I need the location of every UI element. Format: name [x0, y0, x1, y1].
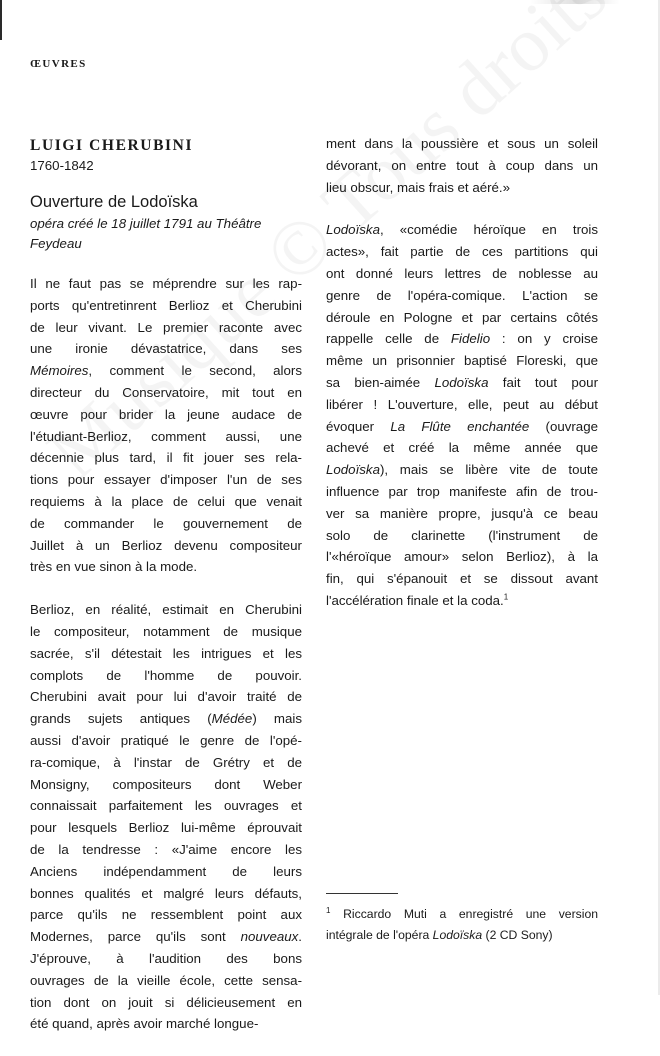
- text-line: Modernes, parce qu'ils sont nouveaux.: [30, 929, 302, 945]
- paragraph: [326, 219, 598, 611]
- paragraph: [326, 133, 598, 198]
- text-line: été quand, après avoir marché longue-: [30, 1016, 259, 1032]
- text-line: évoquer La Flûte enchantée (ouvrage: [326, 418, 598, 434]
- composer-dates: 1760-1842: [30, 158, 94, 173]
- text-line: ra-comique, à l'instar de Grétry et de: [30, 754, 302, 770]
- left-body-text: [30, 273, 302, 1035]
- text-line: J'éprouve, à l'audition des bons: [30, 950, 302, 966]
- subtitle-line: Feydeau: [30, 236, 82, 251]
- paragraph: [30, 599, 302, 1035]
- footnote-reference: 1: [503, 592, 509, 602]
- text-line: Anciens indépendamment de leurs: [30, 863, 302, 879]
- text-line: rappelle celle de Fidelio : on y croise: [326, 331, 598, 347]
- text-line: sacrée, s'il détestait les intrigues et les: [30, 645, 302, 661]
- text-line: parce qu'ils ne ressemblent point aux: [30, 907, 302, 923]
- text-line: très en vue sinon à la mode.: [30, 559, 198, 575]
- paragraph: [30, 273, 302, 578]
- composer-name: LUIGI CHERUBINI: [30, 137, 194, 154]
- text-line: ment dans la poussière et sous un soleil: [326, 136, 598, 151]
- text-line: ouvrages de la vieille école, cette sensa-: [30, 972, 302, 988]
- text-line: ver sa manière propre, jusqu'à ce beau: [326, 505, 598, 521]
- text-line: connaissait parfaitement les ouvrages et: [30, 798, 302, 814]
- text-line: requiems à la place de celui que venait: [30, 493, 302, 509]
- text-line: tions pour essayer d'imposer l'un de ses: [30, 472, 302, 488]
- text-line: Lodoïska, «comédie héroïque en trois: [326, 222, 598, 238]
- text-line: actes», fait partie de ces partitions qui: [326, 244, 598, 260]
- footnote: [326, 904, 598, 946]
- text-line: œuvre pour brider la jeune audace de: [30, 406, 302, 422]
- scan-edge-mark: [530, 0, 620, 4]
- text-line: pour lesquels Berlioz lui-même éprouvait: [30, 820, 302, 836]
- text-line: Berlioz, en réalité, estimait en Cherubini: [30, 602, 302, 618]
- text-line: ont donné leurs lettres de noblesse au: [326, 265, 598, 281]
- text-line: genre de l'opéra-comique. L'action se: [326, 287, 598, 303]
- text-line: fin, qui s'épanouit et se dissout avant: [326, 571, 598, 587]
- text-line: grands sujets antiques (Médée) mais: [30, 711, 302, 727]
- footnote-line: intégrale de l'opéra Lodoïska (2 CD Sony): [326, 928, 553, 942]
- text-line: complots de l'homme de pouvoir.: [30, 667, 302, 683]
- text-line: Juillet à un Berlioz devenu compositeur: [30, 537, 302, 553]
- footnote-marker: 1: [326, 905, 331, 915]
- text-line: sa bien-aimée Lodoïska fait tout pour: [326, 374, 598, 390]
- left-column: [30, 136, 302, 1056]
- text-line: Il ne faut pas se méprendre sur les rap-: [30, 276, 302, 291]
- text-line: même un prisonnier baptisé Floreski, que: [326, 353, 598, 369]
- subtitle-line: opéra créé le 18 juillet 1791 au Théâtre: [30, 216, 262, 231]
- text-line: de leur vivant. Le premier raconte avec: [30, 319, 302, 335]
- text-line: de la tendresse : «J'aime encore les: [30, 841, 302, 857]
- text-line: dévorant, on entre tout à coup dans un: [326, 157, 598, 173]
- right-body-text: [326, 133, 598, 612]
- text-line: tion dont on jouit si délicieusement en: [30, 994, 302, 1010]
- footnote-rule: [326, 893, 398, 894]
- text-line: lieu obscur, mais frais et aéré.»: [326, 179, 511, 195]
- text-line: une ironie dévastatrice, dans ses: [30, 341, 302, 357]
- text-line: l'accélération finale et la coda.$^1$: [326, 592, 509, 608]
- text-line: l'«héroïque amour» selon Berlioz), à la: [326, 549, 598, 565]
- work-title: Ouverture de Lodoïska: [30, 193, 198, 211]
- text-line: achevé et créé la même année que: [326, 440, 598, 456]
- text-line: solo de clarinette (l'instrument de: [326, 527, 598, 543]
- text-line: ports qu'entretinrent Berlioz et Cherubini: [30, 297, 302, 313]
- text-line: Cherubini avait pour lui d'avoir traité de: [30, 689, 302, 705]
- running-head: ŒUVRES: [30, 58, 87, 70]
- text-line: Mémoires, comment le second, alors: [30, 363, 302, 379]
- text-line: déroule en Pologne et par certains côtés: [326, 309, 598, 325]
- text-line: le compositeur, notamment de musique: [30, 623, 302, 639]
- text-line: influence par trop manifeste afin de trou-: [326, 483, 598, 499]
- text-line: directeur du Conservatoire, mit tout en: [30, 384, 302, 400]
- text-line: Monsigny, compositeurs dont Weber: [30, 776, 302, 792]
- footnote-line: $^1$ Riccardo Muti a enregistré une version: [326, 905, 598, 921]
- text-line: bonnes qualités et malgré leurs défauts,: [30, 885, 302, 901]
- text-line: aussi d'avoir pratiqué le genre de l'opé-: [30, 732, 302, 748]
- text-line: Lodoïska), mais se libère vite de toute: [326, 462, 598, 478]
- right-column: [326, 133, 598, 633]
- text-line: libérer ! L'ouverture, elle, peut au début: [326, 396, 598, 412]
- work-subtitle: [30, 214, 302, 254]
- text-line: de commander le gouvernement de: [30, 515, 302, 531]
- scan-edge-mark: [0, 0, 2, 40]
- text-line: l'étudiant-Berlioz, comment aussi, une: [30, 428, 302, 444]
- text-line: décennie plus tard, il fit jouer ses rela-: [30, 450, 302, 466]
